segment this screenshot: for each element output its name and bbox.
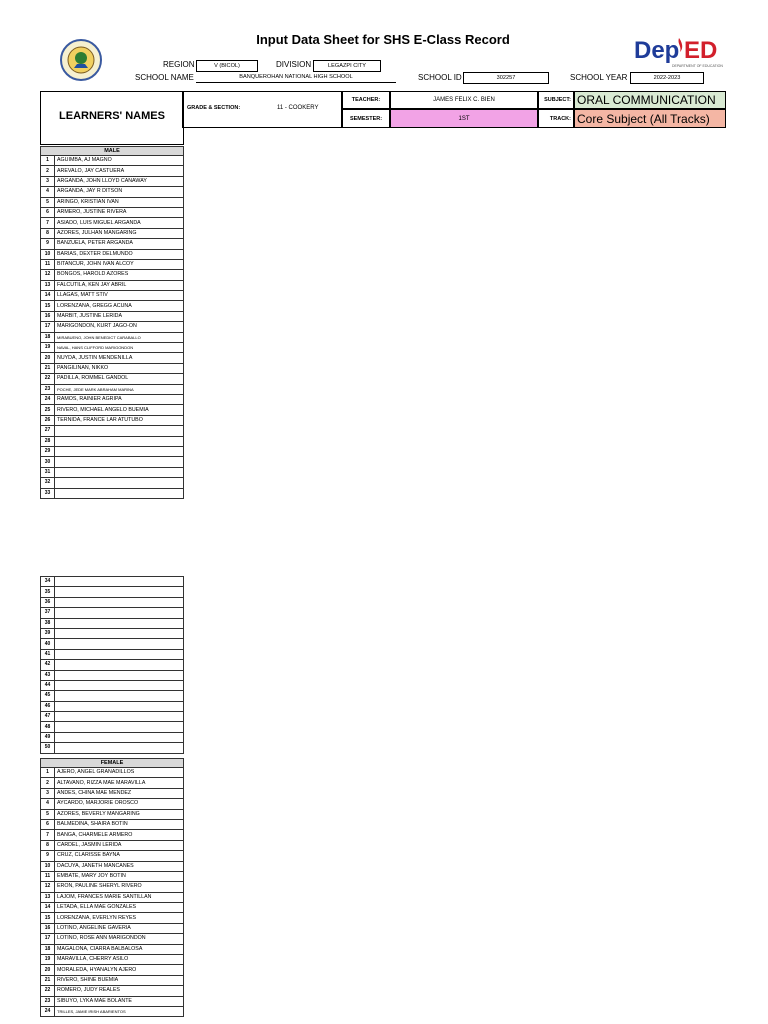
table-row bbox=[41, 228, 184, 238]
table-row bbox=[41, 986, 184, 996]
row-number: 29 bbox=[41, 446, 55, 456]
track-field[interactable]: Core Subject (All Tracks) bbox=[574, 109, 726, 128]
learner-name-cell[interactable]: NAVAL, HANS CLIFFORD MARIGONDON bbox=[55, 343, 184, 353]
table-row bbox=[41, 176, 184, 186]
row-number: 12 bbox=[41, 270, 55, 280]
table-row bbox=[41, 218, 184, 228]
learner-name-cell[interactable]: RIVERO, SHINE BUEMIA bbox=[55, 975, 184, 985]
row-number: 41 bbox=[41, 649, 55, 659]
male-table bbox=[40, 155, 184, 499]
learner-name-cell[interactable] bbox=[55, 426, 184, 436]
learner-name-cell[interactable]: BANGA, CHARMELE ARMERO bbox=[55, 830, 184, 840]
row-number: 16 bbox=[41, 923, 55, 933]
grade-section-box bbox=[182, 91, 342, 128]
table-row bbox=[41, 405, 184, 415]
learner-name-cell[interactable] bbox=[55, 488, 184, 498]
learner-name-cell[interactable]: POCHE, JEDE MARK ABRAHAM MARINA bbox=[55, 384, 184, 394]
table-row bbox=[41, 788, 184, 798]
row-number: 14 bbox=[41, 903, 55, 913]
learner-name-cell[interactable]: MARBIT, JUSTINE LERIDA bbox=[55, 311, 184, 321]
school-id-field[interactable]: 302257 bbox=[463, 72, 549, 84]
table-row bbox=[41, 270, 184, 280]
learner-name-cell[interactable] bbox=[55, 732, 184, 742]
track-label: TRACK: bbox=[538, 109, 574, 128]
table-row bbox=[41, 965, 184, 975]
learner-name-cell[interactable]: AGUIMBA, AJ MAGNO bbox=[55, 156, 184, 166]
school-id-label: SCHOOL ID bbox=[418, 73, 462, 82]
row-number: 13 bbox=[41, 892, 55, 902]
region-field[interactable]: V (BICOL) bbox=[196, 60, 258, 72]
table-row bbox=[41, 975, 184, 985]
learner-name-cell[interactable]: MIRABUENO, JOHN BENEDICT CARABALLO bbox=[55, 332, 184, 342]
row-number: 10 bbox=[41, 861, 55, 871]
deped-logo bbox=[632, 32, 730, 70]
row-number: 31 bbox=[41, 467, 55, 477]
table-row bbox=[41, 415, 184, 425]
table-row bbox=[41, 996, 184, 1006]
table-row bbox=[41, 955, 184, 965]
learner-name-cell[interactable]: ERON, PAULINE SHERYL RIVERO bbox=[55, 882, 184, 892]
table-row bbox=[41, 768, 184, 778]
table-row bbox=[41, 322, 184, 332]
learner-name-cell[interactable]: CARDEL, JASMIN LERIDA bbox=[55, 840, 184, 850]
row-number: 7 bbox=[41, 218, 55, 228]
learner-name-cell[interactable]: AJERO, ANGEL GRANADILLOS bbox=[55, 768, 184, 778]
table-row bbox=[41, 353, 184, 363]
row-number: 8 bbox=[41, 228, 55, 238]
learner-name-cell[interactable]: PANGILINAN, NIKKO bbox=[55, 363, 184, 373]
learner-name-cell[interactable]: NUYDA, JUSTIN MENDENILLA bbox=[55, 353, 184, 363]
learner-name-cell[interactable]: ARGANDA, JAY R DITSON bbox=[55, 187, 184, 197]
row-number: 23 bbox=[41, 996, 55, 1006]
row-number: 25 bbox=[41, 405, 55, 415]
school-year-label: SCHOOL YEAR bbox=[570, 73, 628, 82]
learner-name-cell[interactable] bbox=[55, 670, 184, 680]
learner-name-cell[interactable] bbox=[55, 618, 184, 628]
row-number: 19 bbox=[41, 343, 55, 353]
row-number: 9 bbox=[41, 239, 55, 249]
table-row bbox=[41, 809, 184, 819]
row-number: 20 bbox=[41, 965, 55, 975]
page-title: Input Data Sheet for SHS E-Class Record bbox=[256, 32, 510, 47]
learner-name-cell[interactable]: ARINGO, KRISTIAN IVAN bbox=[55, 197, 184, 207]
table-row bbox=[41, 799, 184, 809]
table-row bbox=[41, 903, 184, 913]
table-row bbox=[41, 660, 184, 670]
row-number: 34 bbox=[41, 577, 55, 587]
division-field[interactable]: LEGAZPI CITY bbox=[313, 60, 381, 72]
table-row bbox=[41, 670, 184, 680]
row-number: 11 bbox=[41, 871, 55, 881]
learner-name-cell[interactable] bbox=[55, 680, 184, 690]
table-row bbox=[41, 259, 184, 269]
table-row bbox=[41, 882, 184, 892]
row-number: 2 bbox=[41, 778, 55, 788]
table-row bbox=[41, 311, 184, 321]
division-label: DIVISION bbox=[276, 60, 312, 69]
row-number: 10 bbox=[41, 249, 55, 259]
svg-text:Dep: Dep bbox=[634, 37, 680, 64]
row-number: 21 bbox=[41, 363, 55, 373]
row-number: 22 bbox=[41, 986, 55, 996]
table-row bbox=[41, 732, 184, 742]
table-row bbox=[41, 363, 184, 373]
table-row bbox=[41, 291, 184, 301]
row-number: 5 bbox=[41, 809, 55, 819]
learner-name-cell[interactable] bbox=[55, 587, 184, 597]
row-number: 46 bbox=[41, 701, 55, 711]
learner-name-cell[interactable]: ARMERO, JUSTINE RIVERA bbox=[55, 207, 184, 217]
row-number: 11 bbox=[41, 259, 55, 269]
learner-name-cell[interactable] bbox=[55, 597, 184, 607]
row-number: 20 bbox=[41, 353, 55, 363]
female-section-header: FEMALE bbox=[40, 758, 184, 768]
table-row bbox=[41, 156, 184, 166]
row-number: 9 bbox=[41, 851, 55, 861]
learner-name-cell[interactable]: PADILLA, ROMMEL GANDOL bbox=[55, 374, 184, 384]
table-row bbox=[41, 343, 184, 353]
learner-name-cell[interactable] bbox=[55, 467, 184, 477]
subject-label: SUBJECT: bbox=[538, 91, 574, 109]
row-number: 6 bbox=[41, 819, 55, 829]
learner-name-cell[interactable]: RIVERO, MICHAEL ANGELO BUEMIA bbox=[55, 405, 184, 415]
learner-name-cell[interactable] bbox=[55, 446, 184, 456]
learner-name-cell[interactable]: LOTINO, ROSE ANN MARIGONDON bbox=[55, 934, 184, 944]
learner-name-cell[interactable]: LLAGAS, MATT STIV bbox=[55, 291, 184, 301]
male-table-continued bbox=[40, 576, 184, 754]
table-row bbox=[41, 871, 184, 881]
table-row bbox=[41, 691, 184, 701]
table-row bbox=[41, 587, 184, 597]
row-number: 28 bbox=[41, 436, 55, 446]
row-number: 5 bbox=[41, 197, 55, 207]
row-number: 6 bbox=[41, 207, 55, 217]
table-row bbox=[41, 249, 184, 259]
table-row bbox=[41, 840, 184, 850]
row-number: 3 bbox=[41, 788, 55, 798]
learner-name-cell[interactable] bbox=[55, 701, 184, 711]
row-number: 45 bbox=[41, 691, 55, 701]
female-table bbox=[40, 767, 184, 1017]
row-number: 18 bbox=[41, 944, 55, 954]
table-row bbox=[41, 457, 184, 467]
table-row bbox=[41, 819, 184, 829]
table-row bbox=[41, 446, 184, 456]
row-number: 26 bbox=[41, 415, 55, 425]
learner-name-cell[interactable]: MARIGONDON, KURT JAGO-ON bbox=[55, 322, 184, 332]
learner-name-cell[interactable]: LORENZANA, EVERLYN REYES bbox=[55, 913, 184, 923]
learner-name-cell[interactable] bbox=[55, 691, 184, 701]
row-number: 50 bbox=[41, 743, 55, 753]
teacher-label: TEACHER: bbox=[342, 91, 390, 109]
learner-name-cell[interactable]: LAJOM, FRANCES MARIE SANTILLAN bbox=[55, 892, 184, 902]
learner-name-cell[interactable] bbox=[55, 660, 184, 670]
learner-name-cell[interactable]: SIBUYO, LYKA MAE BOLANTE bbox=[55, 996, 184, 1006]
learner-name-cell[interactable] bbox=[55, 722, 184, 732]
learner-name-cell[interactable] bbox=[55, 577, 184, 587]
table-row bbox=[41, 207, 184, 217]
table-row bbox=[41, 597, 184, 607]
learner-name-cell[interactable]: ANDES, CHINA MAE MENDEZ bbox=[55, 788, 184, 798]
school-name-label: SCHOOL NAME bbox=[135, 73, 194, 82]
row-number: 4 bbox=[41, 187, 55, 197]
learner-name-cell[interactable]: DACUYA, JANETH MANCANES bbox=[55, 861, 184, 871]
learner-name-cell[interactable]: BITANCUR, JOHN IVAN ALCOY bbox=[55, 259, 184, 269]
learners-names-box bbox=[40, 91, 184, 145]
row-number: 36 bbox=[41, 597, 55, 607]
table-row bbox=[41, 861, 184, 871]
row-number: 47 bbox=[41, 712, 55, 722]
table-row bbox=[41, 187, 184, 197]
semester-field[interactable]: 1ST bbox=[390, 109, 538, 128]
grade-section-label: GRADE & SECTION: bbox=[187, 105, 241, 111]
learner-name-cell[interactable] bbox=[55, 628, 184, 638]
learner-name-cell[interactable]: LORENZANA, GREGG ACUNA bbox=[55, 301, 184, 311]
svg-text:ED: ED bbox=[684, 37, 718, 64]
table-row bbox=[41, 743, 184, 753]
svg-text:DEPARTMENT OF EDUCATION: DEPARTMENT OF EDUCATION bbox=[672, 64, 723, 68]
table-row bbox=[41, 332, 184, 342]
learner-name-cell[interactable]: ALTAVANO, RIZZA MAE MARAVILLA bbox=[55, 778, 184, 788]
learner-name-cell[interactable]: ASIADO, LUIS MIGUEL ARGANDA bbox=[55, 218, 184, 228]
row-number: 14 bbox=[41, 291, 55, 301]
row-number: 40 bbox=[41, 639, 55, 649]
row-number: 12 bbox=[41, 882, 55, 892]
learner-name-cell[interactable]: EMBATE, MARY JOY BOTIN bbox=[55, 871, 184, 881]
learner-name-cell[interactable]: MAGALONA, CIARRA BALBALOSA bbox=[55, 944, 184, 954]
table-row bbox=[41, 197, 184, 207]
region-label: REGION bbox=[163, 60, 195, 69]
table-row bbox=[41, 851, 184, 861]
learner-name-cell[interactable]: MORALEDA, HYANALYN AJERO bbox=[55, 965, 184, 975]
male-section-header: MALE bbox=[40, 146, 184, 156]
row-number: 49 bbox=[41, 732, 55, 742]
table-row bbox=[41, 778, 184, 788]
table-row bbox=[41, 830, 184, 840]
learner-name-cell[interactable]: BONGOS, HAROLD AZORES bbox=[55, 270, 184, 280]
row-number: 17 bbox=[41, 934, 55, 944]
learner-name-cell[interactable]: CRUZ, CLARISSE BAYNA bbox=[55, 851, 184, 861]
table-row bbox=[41, 722, 184, 732]
row-number: 32 bbox=[41, 478, 55, 488]
learner-name-cell[interactable]: FALCUTILA, KEN JAY ABRIL bbox=[55, 280, 184, 290]
table-row bbox=[41, 608, 184, 618]
learner-name-cell[interactable]: AZORES, JULHAN MANGARING bbox=[55, 228, 184, 238]
deped-seal-logo bbox=[50, 38, 112, 82]
learner-name-cell[interactable] bbox=[55, 457, 184, 467]
table-row bbox=[41, 478, 184, 488]
row-number: 24 bbox=[41, 394, 55, 404]
learner-name-cell[interactable]: ROMERO, JUDY REALES bbox=[55, 986, 184, 996]
learner-name-cell[interactable]: LOTINO, ANGELINE GAVERIA bbox=[55, 923, 184, 933]
table-row bbox=[41, 488, 184, 498]
row-number: 18 bbox=[41, 332, 55, 342]
table-row bbox=[41, 301, 184, 311]
row-number: 38 bbox=[41, 618, 55, 628]
learner-name-cell[interactable]: TERNIDA, FRANCE LAR ATUTUBO bbox=[55, 415, 184, 425]
row-number: 8 bbox=[41, 840, 55, 850]
row-number: 23 bbox=[41, 384, 55, 394]
learner-name-cell[interactable]: TRILLES, JAMIE IRISH ABARIENTOS bbox=[55, 1006, 184, 1016]
table-row bbox=[41, 944, 184, 954]
table-row bbox=[41, 426, 184, 436]
table-row bbox=[41, 577, 184, 587]
learner-name-cell[interactable]: LETADA, ELLA MAE GONZALES bbox=[55, 903, 184, 913]
learner-name-cell[interactable] bbox=[55, 478, 184, 488]
semester-label: SEMESTER: bbox=[342, 109, 390, 128]
row-number: 2 bbox=[41, 166, 55, 176]
table-row bbox=[41, 934, 184, 944]
teacher-field[interactable]: JAMES FELIX C. BIEN bbox=[390, 91, 538, 109]
learner-name-cell[interactable]: BALMEDINA, SHAIRA BOTIN bbox=[55, 819, 184, 829]
row-number: 48 bbox=[41, 722, 55, 732]
row-number: 21 bbox=[41, 975, 55, 985]
learner-name-cell[interactable]: ARGANDA, JOHN LLOYD CANAWAY bbox=[55, 176, 184, 186]
row-number: 16 bbox=[41, 311, 55, 321]
learner-name-cell[interactable]: MARAVILLA, CHERRY ASILO bbox=[55, 955, 184, 965]
row-number: 13 bbox=[41, 280, 55, 290]
row-number: 24 bbox=[41, 1006, 55, 1016]
learner-name-cell[interactable] bbox=[55, 436, 184, 446]
learner-name-cell[interactable]: AREVALO, JAY CASTUERA bbox=[55, 166, 184, 176]
table-row bbox=[41, 923, 184, 933]
table-row bbox=[41, 649, 184, 659]
table-row bbox=[41, 436, 184, 446]
table-row bbox=[41, 712, 184, 722]
row-number: 39 bbox=[41, 628, 55, 638]
learner-name-cell[interactable]: BARIAS, DEXTER DELMUNDO bbox=[55, 249, 184, 259]
row-number: 3 bbox=[41, 176, 55, 186]
table-row bbox=[41, 467, 184, 477]
row-number: 27 bbox=[41, 426, 55, 436]
table-row bbox=[41, 280, 184, 290]
row-number: 37 bbox=[41, 608, 55, 618]
table-row bbox=[41, 618, 184, 628]
row-number: 33 bbox=[41, 488, 55, 498]
row-number: 1 bbox=[41, 156, 55, 166]
table-row bbox=[41, 239, 184, 249]
row-number: 7 bbox=[41, 830, 55, 840]
learners-names-heading: LEARNERS' NAMES bbox=[59, 110, 165, 122]
row-number: 15 bbox=[41, 301, 55, 311]
learner-name-cell[interactable] bbox=[55, 608, 184, 618]
table-row bbox=[41, 166, 184, 176]
row-number: 35 bbox=[41, 587, 55, 597]
subject-field[interactable]: ORAL COMMUNICATION bbox=[574, 91, 726, 109]
row-number: 43 bbox=[41, 670, 55, 680]
row-number: 1 bbox=[41, 768, 55, 778]
learner-name-cell[interactable]: AZORES, BEVERLY MANGARING bbox=[55, 809, 184, 819]
grade-section-value[interactable]: 11 - COOKERY bbox=[277, 105, 319, 111]
row-number: 44 bbox=[41, 680, 55, 690]
learner-name-cell[interactable] bbox=[55, 639, 184, 649]
row-number: 42 bbox=[41, 660, 55, 670]
row-number: 15 bbox=[41, 913, 55, 923]
learner-name-cell[interactable] bbox=[55, 743, 184, 753]
table-row bbox=[41, 680, 184, 690]
learner-name-cell[interactable]: AYCARDO, MARJORIE OROSCO bbox=[55, 799, 184, 809]
row-number: 22 bbox=[41, 374, 55, 384]
school-name-field[interactable]: BANQUEROHAN NATIONAL HIGH SCHOOL bbox=[196, 72, 396, 83]
table-row bbox=[41, 701, 184, 711]
row-number: 4 bbox=[41, 799, 55, 809]
table-row bbox=[41, 913, 184, 923]
learner-name-cell[interactable]: BANZUELA, PETER ARGANDA bbox=[55, 239, 184, 249]
row-number: 19 bbox=[41, 955, 55, 965]
table-row bbox=[41, 374, 184, 384]
table-row bbox=[41, 384, 184, 394]
table-row bbox=[41, 639, 184, 649]
learner-name-cell[interactable] bbox=[55, 712, 184, 722]
row-number: 30 bbox=[41, 457, 55, 467]
table-row bbox=[41, 394, 184, 404]
learner-name-cell[interactable] bbox=[55, 649, 184, 659]
learner-name-cell[interactable]: RAMOS, RAINIER AGRIPA bbox=[55, 394, 184, 404]
table-row bbox=[41, 628, 184, 638]
row-number: 17 bbox=[41, 322, 55, 332]
table-row bbox=[41, 892, 184, 902]
table-row bbox=[41, 1006, 184, 1016]
school-year-field[interactable]: 2022-2023 bbox=[630, 72, 704, 84]
